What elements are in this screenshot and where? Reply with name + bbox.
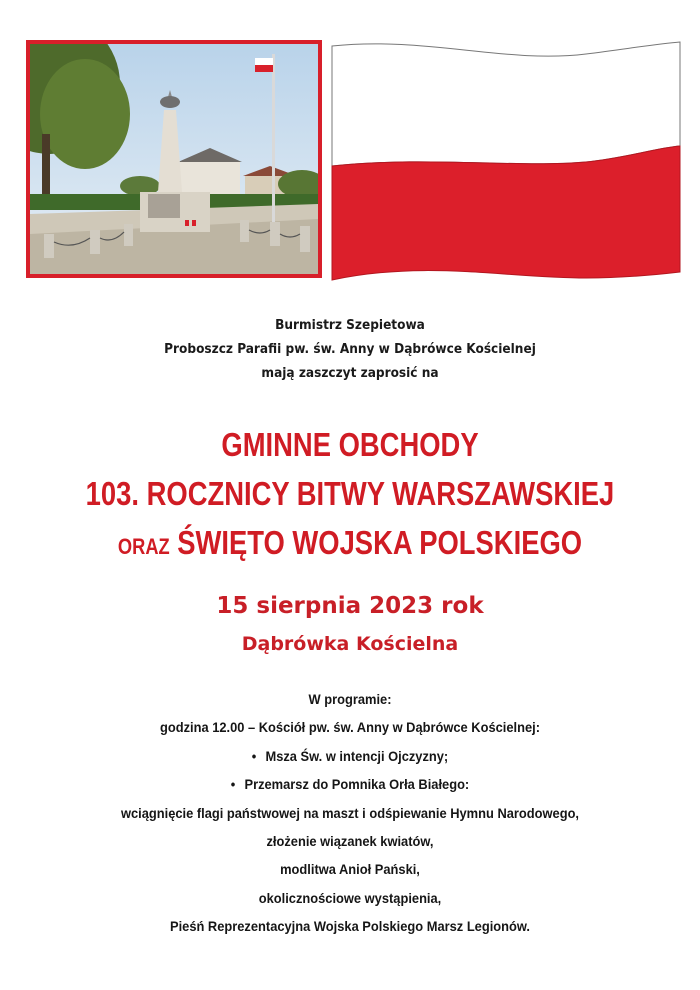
program-item: okolicznościowe wystąpienia, <box>258 889 442 906</box>
headline-line-3 <box>60 518 641 571</box>
program-item: wciągnięcie flagi państwowej na maszt i odśpiewanie Hymnu Narodowego, <box>120 804 580 821</box>
headline-line-2: 103. ROCZNICY BITWY WARSZAWSKIEJ <box>85 475 615 512</box>
program-item: Pieśń Reprezentacyjna Wojska Polskiego Marsz Legionów. <box>169 918 531 935</box>
headline-line-1: GMINNE OBCHODY <box>221 426 479 463</box>
intro-line-parish-priest: Proboszcz Parafii pw. św. Anny w Dąbrówce Kościelnej <box>164 341 536 357</box>
intro-line-invitation: mają zaszczyt zaprosić na <box>261 365 439 381</box>
polish-flag-image <box>326 40 686 282</box>
program-bullet-text: Przemarsz do Pomnika Orła Białego: <box>244 776 470 793</box>
headline-prefix: ORAZ <box>117 534 170 559</box>
program-block <box>28 685 672 941</box>
event-headline <box>60 420 641 571</box>
intro-line-mayor: Burmistrz Szepietowa <box>275 317 425 333</box>
monument-photo <box>26 40 322 278</box>
headline-holiday: ŚWIĘTO WOJSKA POLSKIEGO <box>177 524 583 561</box>
program-time-line: godzina 12.00 – Kościół pw. św. Anny w Dąbrówce Kościelnej: <box>159 719 541 736</box>
program-bullet-text: Msza Św. w intencji Ojczyzny; <box>265 747 449 764</box>
program-item: złożenie wiązanek kwiatów, <box>266 832 434 849</box>
event-place: Dąbrówka Kościelna <box>241 633 459 655</box>
event-date: 15 sierpnia 2023 rok <box>216 593 484 619</box>
program-bullet-item <box>28 770 672 798</box>
program-item: modlitwa Anioł Pański, <box>280 861 420 878</box>
program-bullet-item <box>28 742 672 770</box>
program-heading: W programie: <box>308 691 392 707</box>
intro-block <box>0 313 700 385</box>
